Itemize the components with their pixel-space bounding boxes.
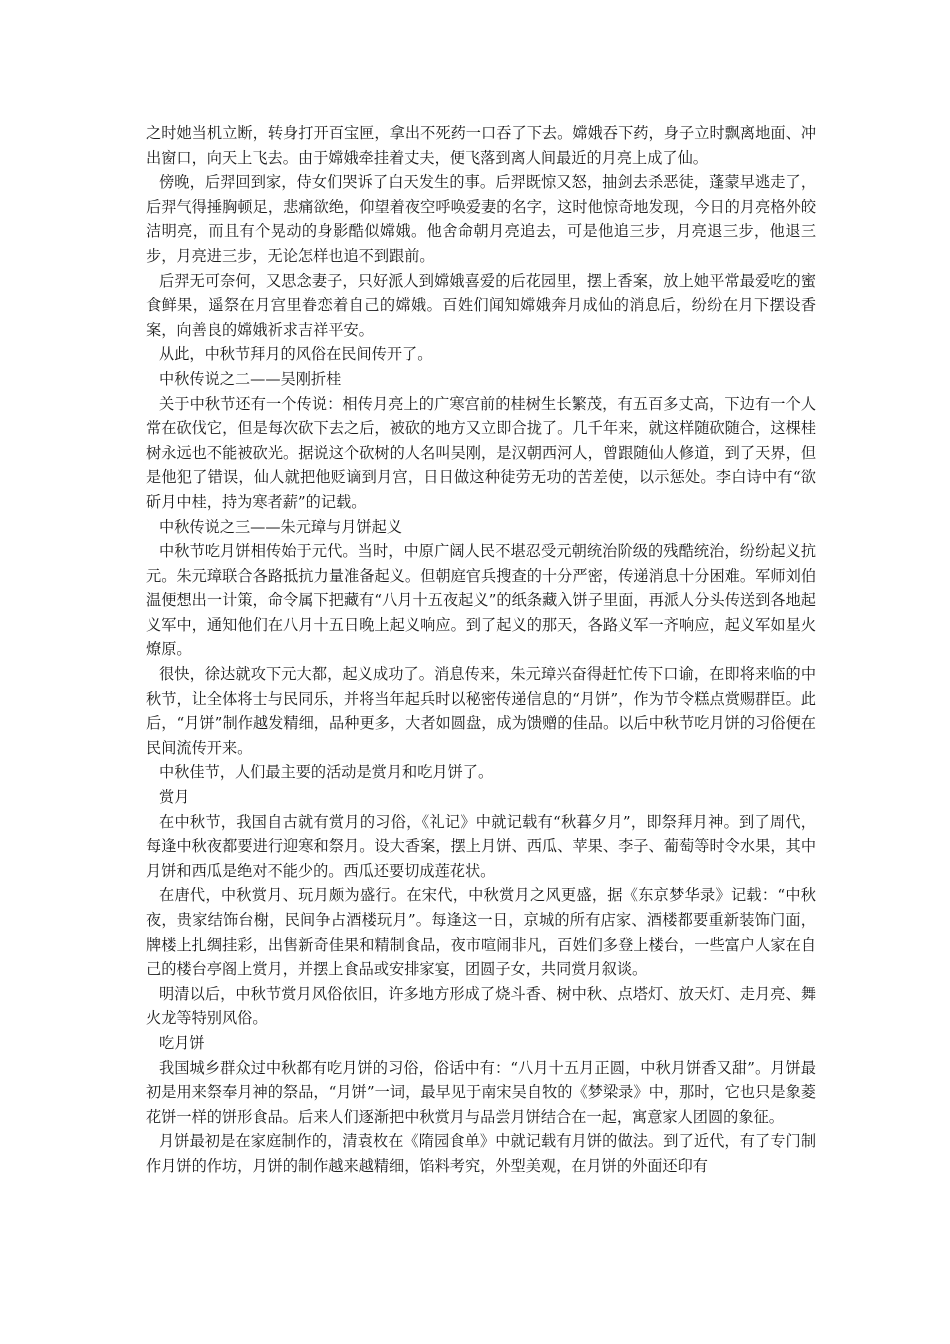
paragraph-xu-da-victory: 很快，徐达就攻下元大都，起义成功了。消息传来，朱元璋兴奋得赶忙传下口谕，在即将来临的中秋节，让全体将士与民同乐，并将当年起兵时以秘密传递信息的“月饼”，作为节令糕点赏赐群臣。此后，“月饼”制作越发精细，品种更多，大者如圆盘，成为馈赠的佳品。以后中秋节吃月饼的习俗便在民间流传开来。: [146, 665, 816, 757]
paragraph-mooncake-making: 月饼最初是在家庭制作的，清袁枚在《隋园食单》中就记载有月饼的做法。到了近代，有了专门制作月饼的作坊，月饼的制作越来越精细，馅料考究，外型美观，在月饼的外面还印有: [146, 1132, 816, 1175]
paragraph-ming-qing-customs: 明清以后，中秋节赏月风俗依旧，许多地方形成了烧斗香、树中秋、点塔灯、放天灯、走月亮、舞火龙等特别风俗。: [146, 984, 816, 1028]
paragraph-houyi-offering: 后羿无可奈何，又思念妻子，只好派人到嫦娥喜爱的后花园里，摆上香案，放上她平常最爱吃的蜜食鲜果，遥祭在月宫里眷恋着自己的嫦娥。百姓们闻知嫦娥奔月成仙的消息后，纷纷在月下摆设香案，向善良的嫦娥祈求吉祥平安。: [146, 271, 816, 339]
section-heading-eating-mooncakes: 吃月饼: [159, 1033, 205, 1052]
paragraph-mooncake-uprising: 中秋节吃月饼相传始于元代。当时，中原广阔人民不堪忍受元朝统治阶级的残酷统治，纷纷起义抗元。朱元璋联合各路抵抗力量准备起义。但朝庭官兵搜查的十分严密，传递消息十分困难。军师刘伯温便想出一计策，命令属下把藏有“八月十五夜起义”的纸条藏入饼子里面，再派人分头传送到各地起义军中，通知他们在八月十五日晚上起义响应。到了起义的那天，各路义军一齐响应，起义军如星火燎原。: [146, 542, 816, 659]
paragraph-houyi-returns: 傍晚，后羿回到家，侍女们哭诉了白天发生的事。后羿既惊又怒，抽剑去杀恶徒，蓬蒙早逃走了，后羿气得捶胸顿足，悲痛欲绝，仰望着夜空呼唤爱妻的名字，这时他惊奇地发现，今日的月亮格外皎洁明亮，而且有个晃动的身影酷似嫦娥。他舍命朝月亮追去，可是他追三步，月亮退三步，他退三步，月亮进三步，无论怎样也追不到跟前。: [146, 173, 816, 265]
paragraph-mooncake-custom: 我国城乡群众过中秋都有吃月饼的习俗，俗话中有：“八月十五月正圆，中秋月饼香又甜”。月饼最初是用来祭奉月神的祭品，“月饼”一词，最早见于南宋吴自牧的《梦梁录》中，那时，它也只是象菱花饼一样的饼形食品。后来人们逐渐把中秋赏月与品尝月饼结合在一起，寓意家人团圆的象征。: [146, 1058, 816, 1126]
section-heading-zhu-yuanzhang: 中秋传说之三——朱元璋与月饼起义: [159, 517, 402, 536]
paragraph-moon-worship-custom: 从此，中秋节拜月的风俗在民间传开了。: [159, 345, 433, 364]
paragraph-main-activities: 中秋佳节，人们最主要的活动是赏月和吃月饼了。: [159, 763, 494, 782]
paragraph-ancient-moon-viewing: 在中秋节，我国自古就有赏月的习俗，《礼记》中就记载有“秋暮夕月”，即祭拜月神。到了周代，每逢中秋夜都要进行迎寒和祭月。设大香案，摆上月饼、西瓜、苹果、李子、葡萄等时令水果，其中月饼和西瓜是绝对不能少的。西瓜还要切成莲花状。: [146, 812, 816, 880]
section-heading-moon-viewing: 赏月: [159, 788, 190, 807]
document-body: [146, 121, 816, 1179]
section-heading-wu-gang: 中秋传说之二——吴刚折桂: [159, 369, 342, 388]
paragraph-tang-song-moon-viewing: 在唐代，中秋赏月、玩月颇为盛行。在宋代，中秋赏月之风更盛，据《东京梦华录》记载：“中秋夜，贵家结饰台榭，民间争占酒楼玩月”。每逢这一日，京城的所有店家、酒楼都要重新装饰门面， 牌楼上扎绸挂彩，出售新奇佳果和精制食品，夜市喧闹非凡，百姓们多登上楼台，一些富户人家在自己的楼台亭阁上赏月，并摆上食品或安排家宴，团圆子女，共同赏月叙谈。: [146, 886, 816, 979]
paragraph-change-flight: 之时她当机立断，转身打开百宝匣，拿出不死药一口吞了下去。嫦娥吞下药，身子立时飘离地面、冲出窗口，向天上飞去。由于嫦娥牵挂着丈夫，便飞落到离人间最近的月亮上成了仙。: [146, 124, 816, 167]
paragraph-wu-gang-legend: 关于中秋节还有一个传说：相传月亮上的广寒宫前的桂树生长繁茂，有五百多丈高，下边有一个人常在砍伐它，但是每次砍下去之后，被砍的地方又立即合拢了。几千年来，就这样随砍随合，这棵桂树永远也不能被砍光。据说这个砍树的人名叫吴刚，是汉朝西河人，曾跟随仙人修道，到了天界，但是他犯了错误，仙人就把他贬谪到月宫，日日做这种徒劳无功的苦差使，以示惩处。李白诗中有“欲斫月中桂，持为寒者薪”的记载。: [146, 394, 816, 511]
